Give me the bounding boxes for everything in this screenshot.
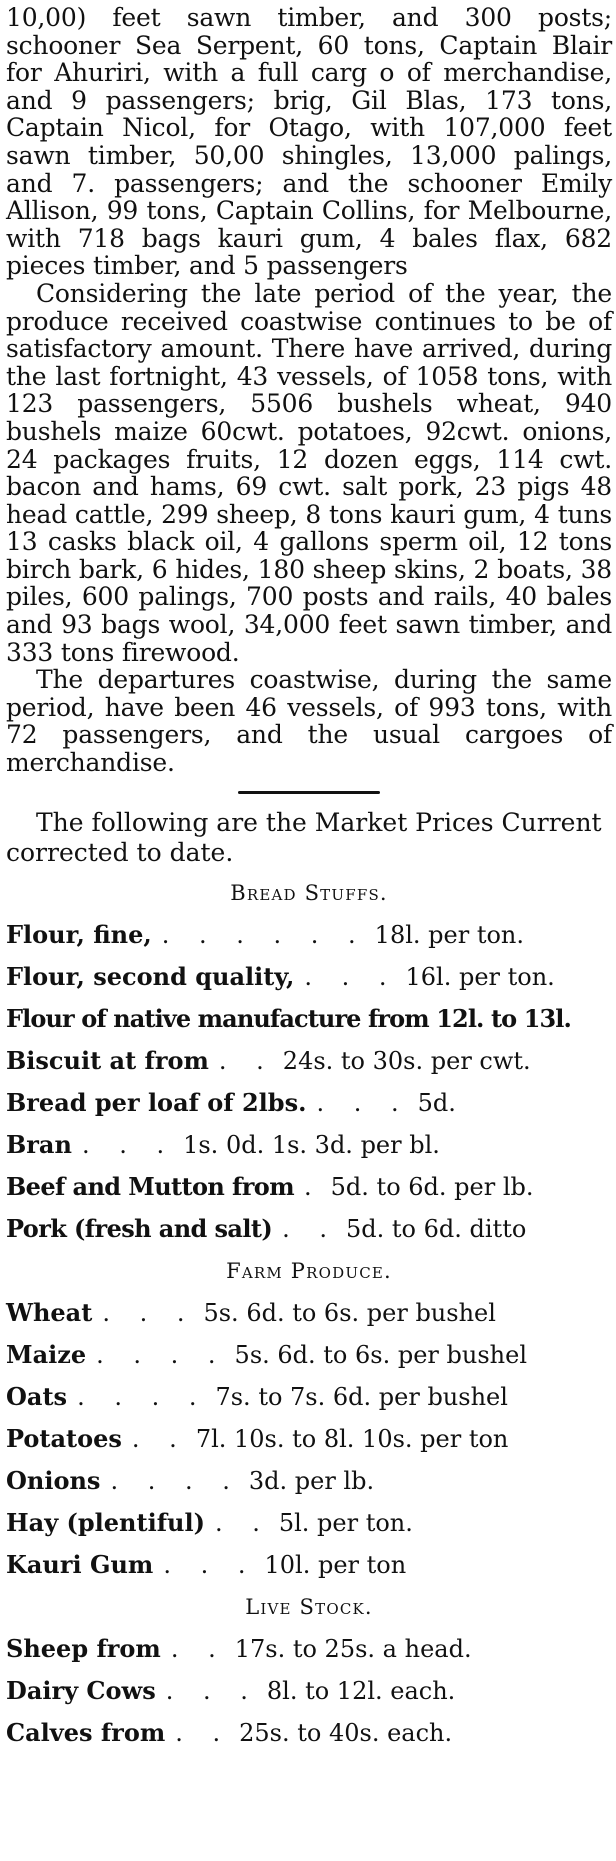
dot-leader: . . .: [165, 1676, 259, 1705]
price-value: 5d.: [417, 1088, 456, 1117]
item-name: Bran: [6, 1129, 72, 1159]
price-row: [6, 1166, 612, 1208]
dot-leader: . . .: [81, 1130, 176, 1159]
paragraph-coastwise-departures: The departures coastwise, during the same period, have been 46 vessels, of 993 tons, with 72 passengers, and the usual cargoes of merchandise.: [6, 665, 612, 778]
price-value: 5s. 6d. to 6s. per bushel: [203, 1298, 496, 1327]
dot-leader: . .: [282, 1214, 338, 1243]
price-value: 18l. per ton.: [374, 920, 524, 949]
price-value: 5d. to 6d. per lb.: [330, 1172, 534, 1201]
item-name: Bread per loaf of 2lbs.: [6, 1087, 307, 1117]
dot-leader: . .: [170, 1634, 227, 1663]
item-name: Potatoes: [6, 1423, 122, 1453]
price-row: [6, 1334, 612, 1376]
price-list: [6, 914, 612, 1250]
item-name: Hay (plentiful): [6, 1507, 205, 1537]
item-name: Maize: [6, 1339, 87, 1369]
price-list: [6, 1628, 612, 1754]
price-value: 5d. to 6d. ditto: [346, 1214, 527, 1243]
price-value: 5l. per ton.: [278, 1508, 413, 1537]
item-name: Sheep from: [6, 1633, 161, 1663]
price-value: 5s. 6d. to 6s. per bushel: [234, 1340, 527, 1369]
dot-leader: . . .: [304, 962, 398, 991]
section-heading: Live Stock.: [245, 1594, 373, 1619]
dot-leader: . . . .: [96, 1340, 227, 1369]
price-row: [6, 998, 612, 1040]
price-row: [6, 1208, 612, 1250]
price-row: [6, 1628, 612, 1670]
price-value: 17s. to 25s. a head.: [234, 1634, 472, 1663]
item-name: Biscuit at from: [6, 1045, 209, 1075]
price-row: [6, 1502, 612, 1544]
market-prices-intro: The following are the Market Prices Current corrected to date.: [6, 807, 602, 867]
price-row: [6, 1040, 612, 1082]
section-divider: [238, 791, 380, 794]
item-name: Dairy Cows: [6, 1675, 156, 1705]
item-name: Flour, second quality,: [6, 961, 295, 991]
paragraph-departures-cargo: 10,00) feet sawn timber, and 300 posts; schooner Sea Serpent, 60 tons, Captain Blair for Ahuriri, with a full carg o of merchandise, and 9 passengers; brig, Gil Blas, 173 tons, Captain Nicol, for Otago, with 107,000 feet sawn timber, 50,00 shingles, 13,000 palings, and 7. passengers; and the schooner Emily Allison, 99 tons, Captain Collins, for Melbourne, with 718 bags kauri gum, 4 bales flax, 682 pieces timber, and 5 passengers: [6, 3, 612, 281]
dot-leader: . .: [131, 1424, 188, 1453]
paragraph-coastwise-arrivals: Considering the late period of the year, the produce received coastwise continues to be of satisfactory amount. There have arrived, during the last fortnight, 43 vessels, of 1058 tons, with 123 passengers, 5506 bushels wheat, 940 bushels maize 60cwt. potatoes, 92cwt. onions, 24 packages fruits, 12 dozen eggs, 114 cwt. bacon and hams, 69 cwt. salt pork, 23 pigs 48 head cattle, 299 sheep, 8 tons kauri gum, 4 tuns 13 casks black oil, 4 gallons sperm oil, 12 tons birch bark, 6 hides, 180 sheep skins, 2 boats, 38 piles, 600 palings, 700 posts and rails, 40 bales and 93 bags wool, 34,000 feet sawn timber, and 333 tons firewood.: [6, 278, 612, 667]
price-row: [6, 1082, 612, 1124]
dot-leader: . . .: [163, 1550, 257, 1579]
item-name: Beef and Mutton from: [6, 1171, 295, 1201]
price-row: [6, 1460, 612, 1502]
section-heading: Farm Produce.: [226, 1258, 392, 1283]
item-name: Kauri Gum: [6, 1549, 154, 1579]
price-row: [6, 1292, 612, 1334]
shipping-report: [6, 4, 612, 777]
item-name: Wheat: [6, 1297, 93, 1327]
dot-leader: . .: [214, 1508, 271, 1537]
price-row: [6, 1670, 612, 1712]
item-name: Onions: [6, 1465, 101, 1495]
section-heading: Bread Stuffs.: [230, 880, 388, 905]
dot-leader: . . . .: [110, 1466, 241, 1495]
price-row: [6, 1712, 612, 1754]
item-name: Flour of native manufacture from 12l. to 13l.: [6, 1003, 571, 1033]
price-value: 25s. to 40s. each.: [239, 1718, 453, 1747]
dot-leader: . . . .: [77, 1382, 208, 1411]
price-value: 8l. to 12l. each.: [266, 1676, 456, 1705]
item-name: Flour, fine,: [6, 919, 152, 949]
price-value: 16l. per ton.: [405, 962, 555, 991]
price-value: 7s. to 7s. 6d. per bushel: [215, 1382, 508, 1411]
price-row: [6, 1376, 612, 1418]
dot-leader: . . .: [316, 1088, 410, 1117]
dot-leader: . .: [175, 1718, 232, 1747]
price-value: 3d. per lb.: [248, 1466, 375, 1495]
dot-leader: . . . . . .: [161, 920, 367, 949]
section-bread-stuffs: [6, 878, 612, 1250]
price-value: 1s. 0d. 1s. 3d. per bl.: [183, 1130, 440, 1159]
item-name: Oats: [6, 1381, 68, 1411]
price-row: [6, 1418, 612, 1460]
item-name: Calves from: [6, 1717, 166, 1747]
price-value: 7l. 10s. to 8l. 10s. per ton: [195, 1424, 509, 1453]
dot-leader: .: [304, 1172, 323, 1201]
price-row: [6, 1544, 612, 1586]
dot-leader: . . .: [102, 1298, 196, 1327]
price-row: [6, 1124, 612, 1166]
dot-leader: . .: [218, 1046, 275, 1075]
section-live-stock: [6, 1592, 612, 1754]
price-row: [6, 914, 612, 956]
price-value: 24s. to 30s. per cwt.: [282, 1046, 531, 1075]
price-list: [6, 1292, 612, 1586]
price-row: [6, 956, 612, 998]
section-farm-produce: [6, 1256, 612, 1586]
price-value: 10l. per ton: [264, 1550, 407, 1579]
item-name: Pork (fresh and salt): [6, 1213, 273, 1243]
